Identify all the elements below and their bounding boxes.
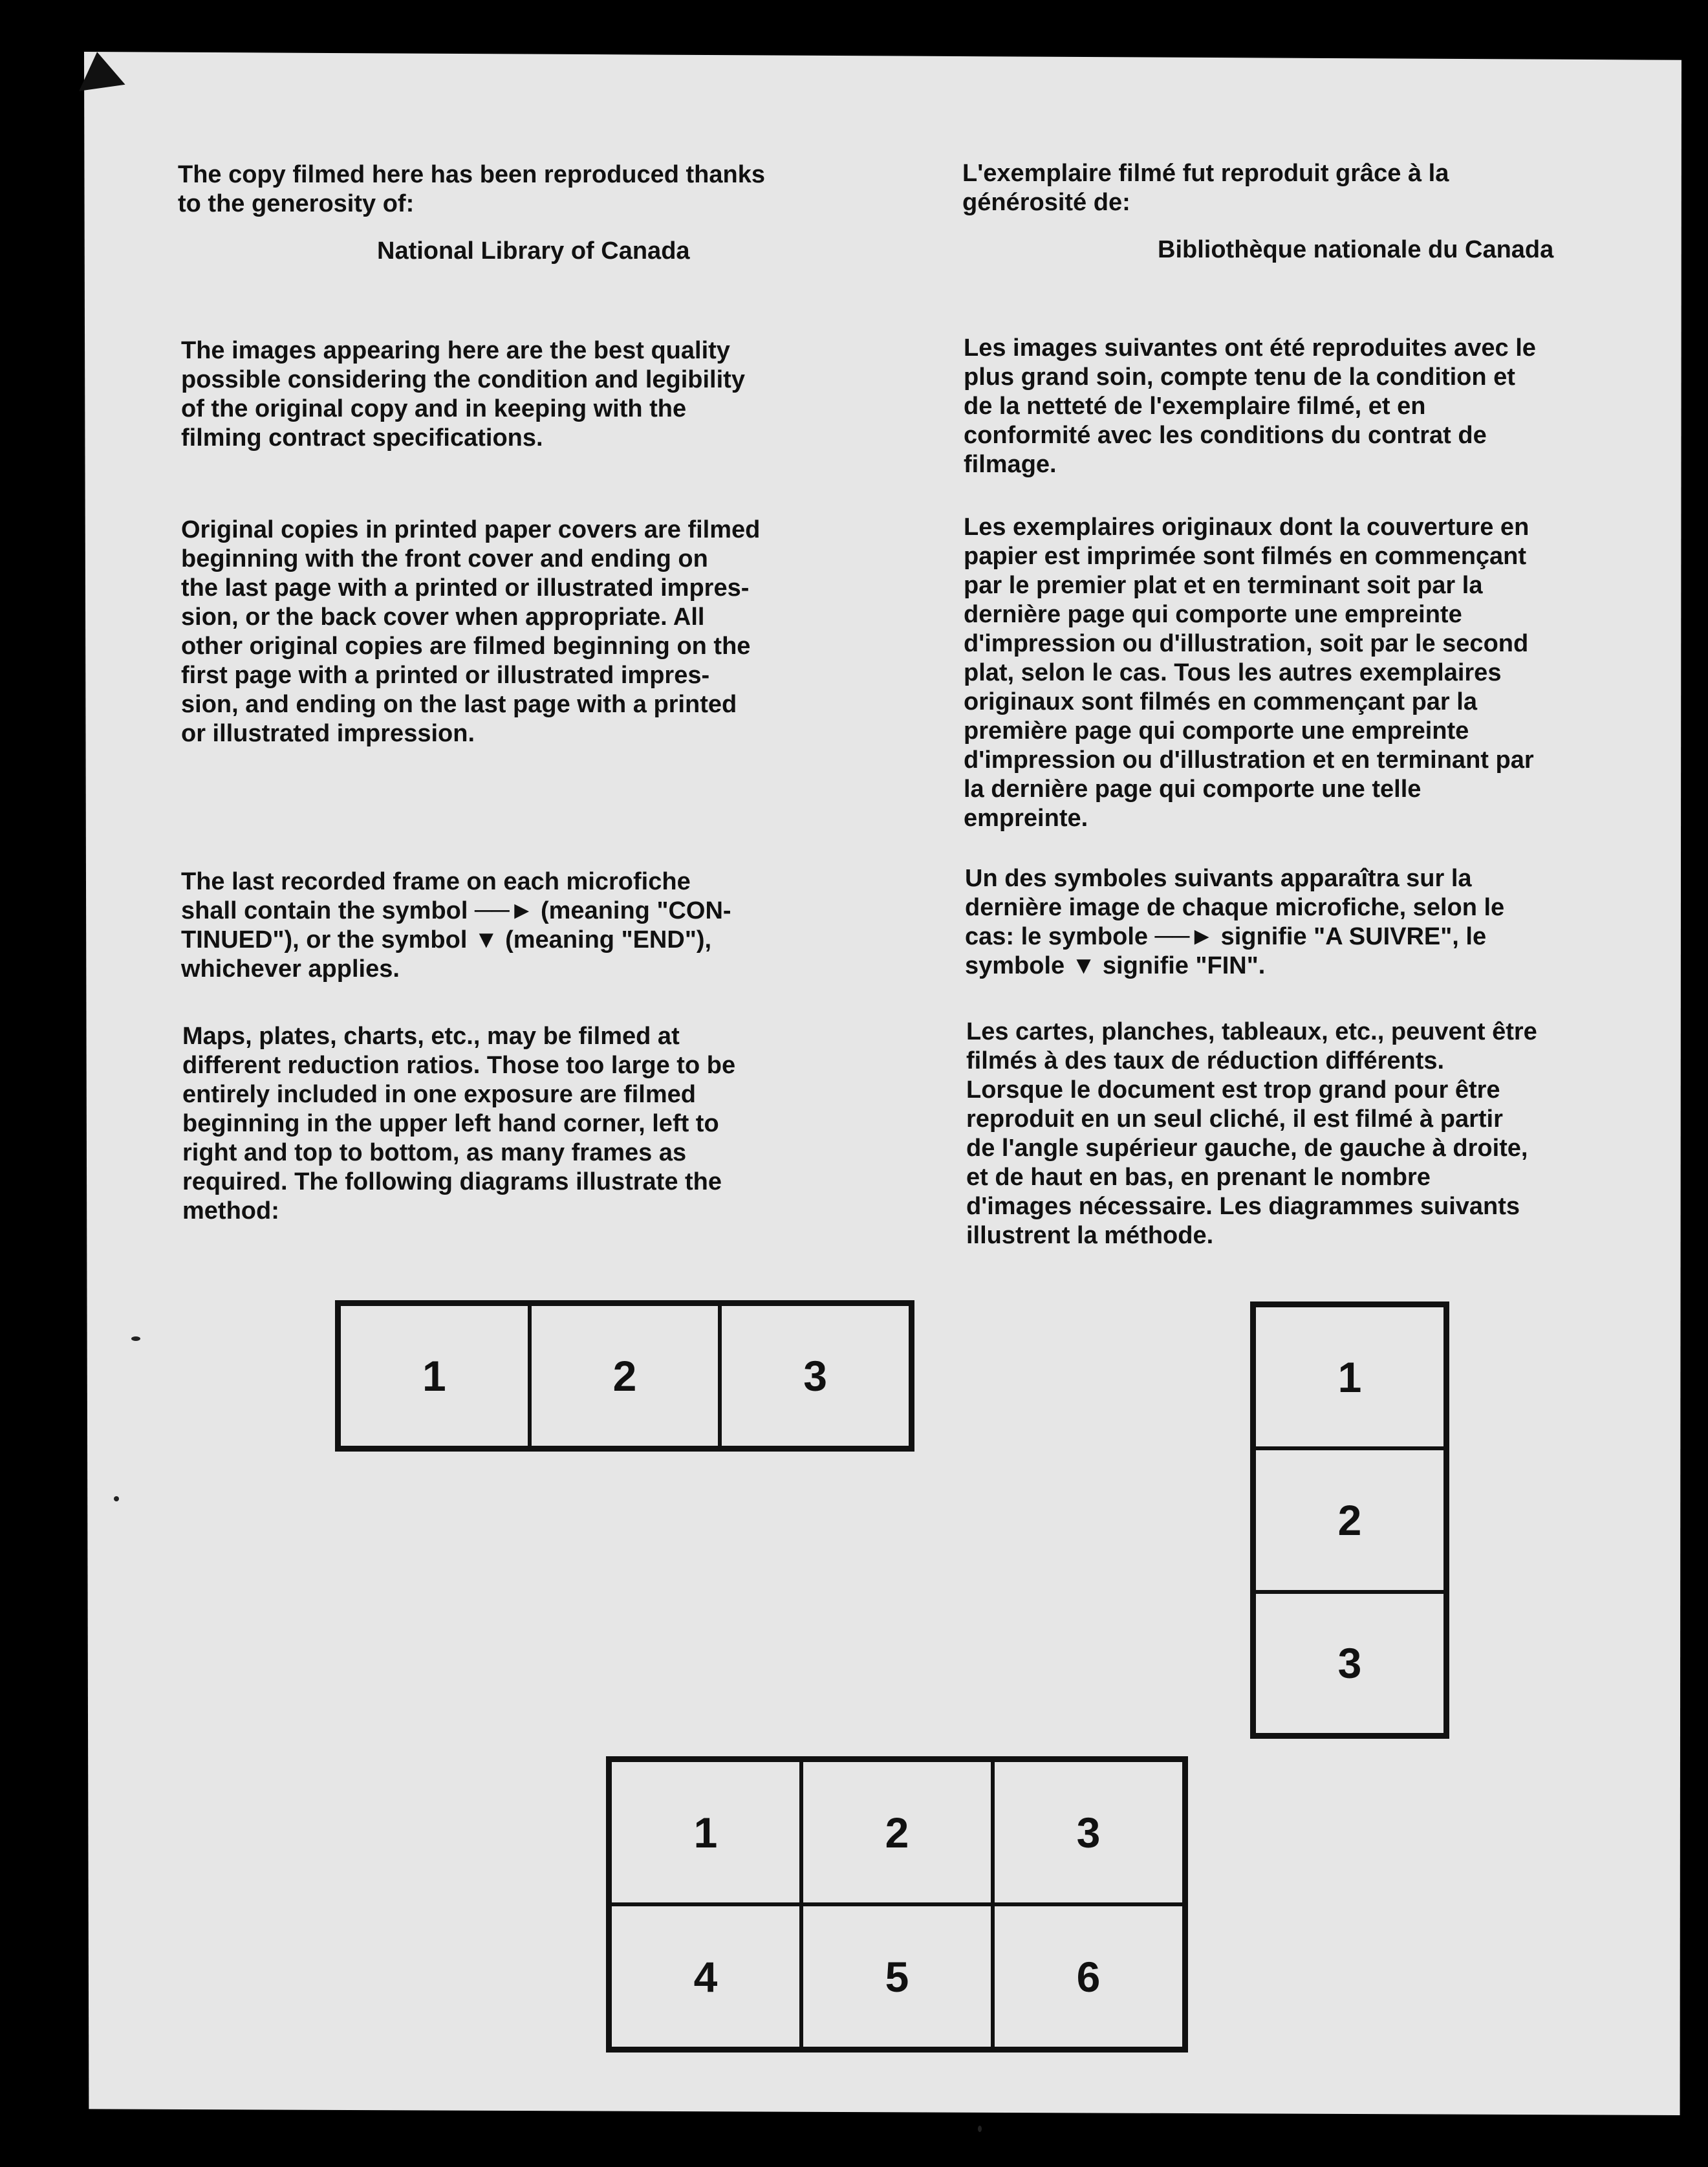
- dust-speck: [978, 2126, 982, 2132]
- diagram-vertical: [1250, 1301, 1449, 1739]
- corner-mark: [74, 49, 125, 91]
- frame-cell: 2: [801, 1760, 993, 1904]
- fr-intro: L'exemplaire filmé fut reproduit grâce à la générosité de:: [962, 160, 1449, 216]
- frame-cell: 4: [610, 1904, 801, 2049]
- frame-cell: 6: [993, 1904, 1184, 2049]
- fr-originals-paragraph: Les exemplaires originaux dont la couverture en papier est imprimée sont filmés en commençant par le premier plat et en terminant soit par la dernière page qui comporte une empreinte d'impression ou d'illustration, soit par le second plat, selon le cas. Tous les autres exemplaires originaux sont filmés en commençant par la première page qui comporte une empreinte d'impression ou d'illustration et en terminant par la dernière page qui comporte une telle empreinte.: [964, 514, 1534, 832]
- frame-cell: 1: [1254, 1305, 1445, 1448]
- frame-cell: 1: [610, 1760, 801, 1904]
- dust-speck: [114, 1496, 119, 1501]
- en-originals-paragraph: Original copies in printed paper covers are filmed beginning with the front cover and ending on the last page with a printed or illustrated impres- sion, or the back cover when appropriate. All other original copies are filmed beginning on the first page with a printed or illustrated impres- sion, and ending on the last page with a printed or illustrated impression.: [181, 516, 761, 747]
- en-symbols-paragraph: The last recorded frame on each microfiche shall contain the symbol ──► (meaning "CON- TINUED"), or the symbol ▼ (meaning "END"), whichever applies.: [181, 868, 731, 983]
- fr-maps-paragraph: Les cartes, planches, tableaux, etc., peuvent être filmés à des taux de réduction différents. Lorsque le document est trop grand pour être reproduit en un seul cliché, il est filmé à partir de l'angle supérieur gauche, de gauche à droite, et de haut en bas, en prenant le nombre d'images nécessaire. Les diagrammes suivants illustrent la méthode.: [966, 1018, 1537, 1249]
- dust-speck: [131, 1336, 140, 1341]
- en-intro: The copy filmed here has been reproduced thanks to the generosity of:: [178, 161, 766, 217]
- frame-cell: 5: [801, 1904, 993, 2049]
- fr-library-name: Bibliothèque nationale du Canada: [1158, 236, 1554, 263]
- fr-symbols-paragraph: Un des symboles suivants apparaîtra sur la dernière image de chaque microfiche, selon le cas: le symbole ──► signifie "A SUIVRE", le symbole ▼ signifie "FIN".: [965, 865, 1505, 979]
- frame-cell: 1: [339, 1304, 530, 1448]
- fr-images-paragraph: Les images suivantes ont été reproduites avec le plus grand soin, compte tenu de la condition et de la netteté de l'exemplaire filmé, et en conformité avec les conditions du contrat de filmage.: [964, 334, 1536, 478]
- en-images-paragraph: The images appearing here are the best quality possible considering the condition and legibility of the original copy and in keeping with the filming contract specifications.: [181, 337, 745, 452]
- diagram-grid: [606, 1756, 1188, 2053]
- frame-cell: 2: [530, 1304, 720, 1448]
- en-library-name: National Library of Canada: [377, 237, 690, 265]
- frame-cell: 2: [1254, 1448, 1445, 1591]
- diagram-horizontal: [335, 1300, 914, 1452]
- frame-cell: 3: [720, 1304, 911, 1448]
- frame-cell: 3: [1254, 1592, 1445, 1735]
- frame-cell: 3: [993, 1760, 1184, 1904]
- en-maps-paragraph: Maps, plates, charts, etc., may be filmed at different reduction ratios. Those too large to be entirely included in one exposure are filmed beginning in the upper left hand corner, left to right and top to bottom, as many frames as required. The following diagrams illustrate the method:: [182, 1023, 736, 1225]
